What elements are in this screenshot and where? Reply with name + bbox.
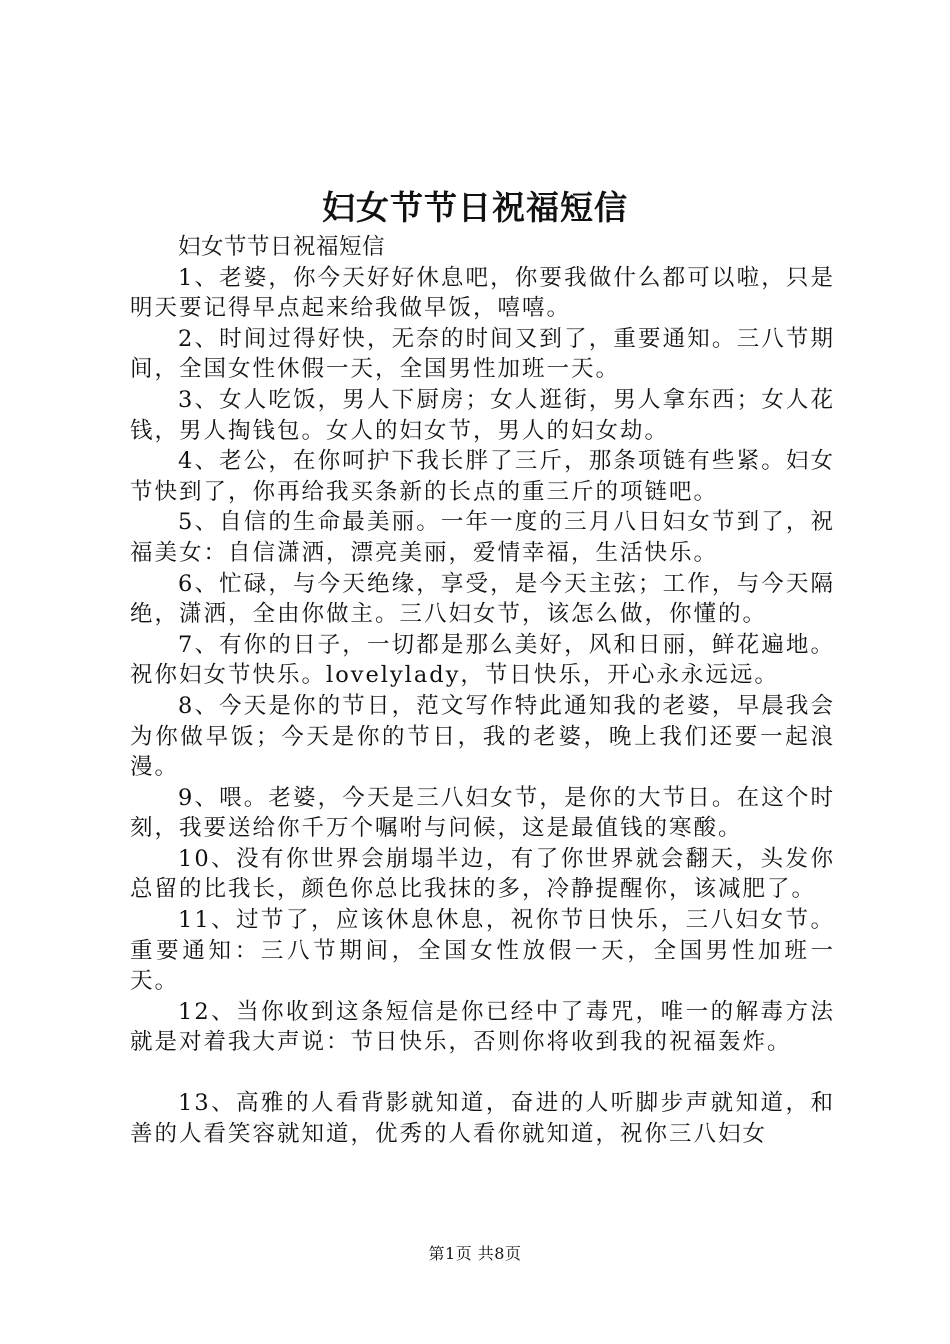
paragraph-item-7: 7、有你的日子，一切都是那么美好，风和日丽，鲜花遍地。祝你妇女节快乐。lovelylady，节日快乐，开心永永远远。 — [130, 631, 835, 689]
paragraph-item-11: 11、过节了，应该休息休息，祝你节日快乐，三八妇女节。重要通知：三八节期间，全国女性放假一天，全国男性加班一天。 — [130, 907, 835, 995]
paragraph-item-13: 13、高雅的人看背影就知道，奋进的人听脚步声就知道，和善的人看笑容就知道，优秀的人看你就知道，祝你三八妇女 — [130, 1090, 835, 1147]
paragraph-item-3: 3、女人吃饭，男人下厨房；女人逛街，男人拿东西；女人花钱，男人掏钱包。女人的妇女节，男人的妇女劫。 — [130, 386, 835, 444]
paragraph-item-5: 5、自信的生命最美丽。一年一度的三月八日妇女节到了，祝福美女：自信潇洒，漂亮美丽，爱情幸福，生活快乐。 — [130, 509, 835, 566]
paragraph-item-12: 12、当你收到这条短信是你已经中了毒咒，唯一的解毒方法就是对着我大声说：节日快乐，否则你将收到我的祝福轰炸。 — [130, 998, 835, 1056]
paragraph-item-10: 10、没有你世界会崩塌半边，有了你世界就会翻天，头发你总留的比我长，颜色你总比我抹的多，冷静提醒你，该减肥了。 — [130, 845, 835, 903]
paragraph-item-8: 8、今天是你的节日，范文写作特此通知我的老婆，早晨我会为你做早饭；今天是你的节日，我的老婆，晚上我们还要一起浪漫。 — [130, 692, 835, 781]
document-title: 妇女节节日祝福短信 — [322, 188, 628, 227]
document-subtitle: 妇女节节日祝福短信 — [178, 234, 386, 260]
page-number-footer: 第1页 共8页 — [428, 1244, 522, 1263]
paragraph-item-2: 2、时间过得好快，无奈的时间又到了，重要通知。三八节期间，全国女性休假一天，全国男性加班一天。 — [130, 325, 835, 383]
paragraph-item-1: 1、老婆，你今天好好休息吧，你要我做什么都可以啦，只是明天要记得早点起来给我做早饭，嘻嘻。 — [130, 264, 835, 322]
document-body — [130, 232, 835, 1149]
paragraph-item-6: 6、忙碌，与今天绝缘，享受，是今天主弦；工作，与今天隔绝，潇洒，全由你做主。三八妇女节，该怎么做，你懂的。 — [130, 570, 835, 628]
paragraph-item-4: 4、老公，在你呵护下我长胖了三斤，那条项链有些紧。妇女节快到了，你再给我买条新的长点的重三斤的项链吧。 — [130, 448, 835, 505]
paragraph-item-9: 9、喂。老婆，今天是三八妇女节，是你的大节日。在这个时刻，我要送给你千万个嘱咐与问候，这是最值钱的寒酸。 — [130, 784, 835, 842]
